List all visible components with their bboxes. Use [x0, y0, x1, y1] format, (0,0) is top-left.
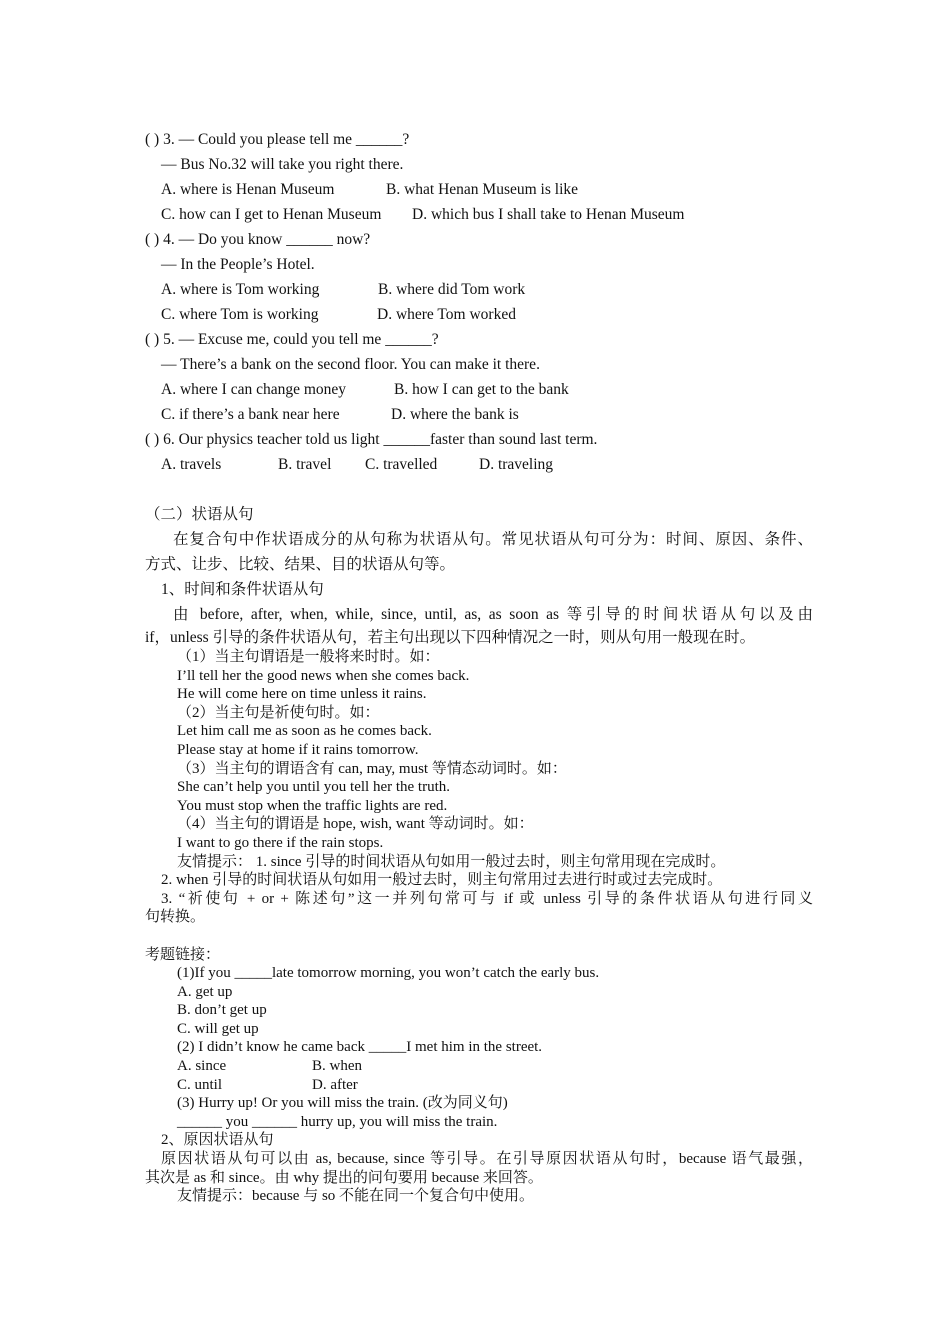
- q6-option-d: D. traveling: [479, 456, 554, 473]
- example-1a: I’ll tell her the good news when she comes back.: [177, 667, 470, 684]
- exam-q2: (2) I didn’t know he came back _____I met him in the street.: [177, 1039, 543, 1056]
- case-4: （4）当主句的谓语是 hope, wish, want 等动词时。如：: [177, 816, 534, 833]
- cases-block: [145, 648, 813, 1206]
- exam-heading: 考题链接：: [145, 946, 221, 963]
- sub1-line-2: if，unless 引导的条件状语从句，若主句出现以下四种情况之一时，则从句用一般现在时。: [145, 629, 756, 646]
- q3-stem: ( ) 3. — Could you please tell me ______?: [145, 131, 410, 148]
- tip-2: 2. when 引导的时间状语从句如用一般过去时，则主句常用过去进行时或过去完成时。: [161, 872, 723, 889]
- tip-1: 友情提示： 1. since 引导的时间状语从句如用一般过去时，则主句常用现在完成时。: [177, 853, 726, 870]
- sub2-tip: 友情提示：because 与 so 不能在同一个复合句中使用。: [177, 1188, 535, 1205]
- q5-options-cd: [145, 402, 685, 427]
- q3-options-cd: [145, 202, 685, 227]
- tip-3-line-2: 句转换。: [145, 909, 206, 926]
- q4-option-c: C. where Tom is working: [161, 306, 319, 323]
- case-2: （2）当主句是祈使句时。如：: [177, 704, 380, 721]
- exam-q1-option-b: B. don’t get up: [177, 1002, 267, 1019]
- q5-options-ab: [145, 377, 685, 402]
- exam-q2-options-ab: A. since B. when: [177, 1058, 362, 1075]
- q6-option-c: C. travelled: [365, 456, 438, 473]
- q5-stem: ( ) 5. — Excuse me, could you tell me ______?: [145, 331, 439, 348]
- example-3a: She can’t help you until you tell her the truth.: [177, 779, 451, 796]
- q4-options-cd: [145, 302, 685, 327]
- exam-q1-option-a: A. get up: [177, 983, 233, 1000]
- example-1b: He will come here on time unless it rains.: [177, 686, 427, 703]
- example-3b: You must stop when the traffic lights are red.: [177, 797, 448, 814]
- q4-option-b: B. where did Tom work: [378, 281, 526, 298]
- exam-q1-option-c: C. will get up: [177, 1020, 259, 1037]
- exam-q3: (3) Hurry up! Or you will miss the train. (改为同义句): [177, 1095, 508, 1112]
- intro-line-1: 在复合句中作状语成分的从句称为状语从句。常见状语从句可分为：时间、原因、条件、: [173, 531, 813, 548]
- sub1-line-1: 由 before, after, when, while, since, until, as, as soon as 等引导的时间状语从句以及由: [173, 606, 813, 623]
- exam-q1: (1)If you _____late tomorrow morning, you won’t catch the early bus.: [177, 965, 600, 982]
- q4-option-d: D. where Tom worked: [377, 306, 516, 323]
- q4-options-ab: [145, 277, 685, 302]
- q3-reply: — Bus No.32 will take you right there.: [161, 156, 404, 173]
- sub1-heading: 1、时间和条件状语从句: [161, 581, 324, 598]
- q5-option-c: C. if there’s a bank near here: [161, 406, 340, 423]
- q3-option-b: B. what Henan Museum is like: [386, 181, 579, 198]
- example-4a: I want to go there if the rain stops.: [177, 834, 384, 851]
- q6-stem: ( ) 6. Our physics teacher told us light ______faster than sound last term.: [145, 431, 598, 448]
- q6-option-b: B. travel: [278, 456, 332, 473]
- exam-q2-options-cd: C. until D. after: [177, 1076, 358, 1093]
- sub2-line-2: 其次是 as 和 since。由 why 提出的问句要用 because 来回答。: [145, 1169, 543, 1186]
- case-1: （1）当主句谓语是一般将来时时。如：: [177, 649, 440, 665]
- q3-option-d: D. which bus I shall take to Henan Museum: [412, 206, 685, 223]
- intro-line-2: 方式、让步、比较、结果、目的状语从句等。: [145, 556, 456, 573]
- example-2a: Let him call me as soon as he comes back.: [177, 723, 432, 740]
- example-2b: Please stay at home if it rains tomorrow.: [177, 741, 419, 758]
- sub2-line-1: 原因状语从句可以由 as, because, since 等引导。在引导原因状语从句时，because 语气最强，: [161, 1151, 813, 1168]
- exam-q3-answer: ______ you ______ hurry up, you will miss the train.: [177, 1113, 498, 1130]
- case-3: （3）当主句的谓语含有 can, may, must 等情态动词时。如：: [177, 760, 567, 777]
- section-adverbial-clauses: [145, 502, 813, 1206]
- q5-option-b: B. how I can get to the bank: [394, 381, 569, 398]
- q5-option-d: D. where the bank is: [391, 406, 519, 423]
- q6-option-a: A. travels: [161, 456, 222, 473]
- q4-stem: ( ) 4. — Do you know ______ now?: [145, 231, 371, 248]
- q4-reply: — In the People’s Hotel.: [161, 256, 315, 273]
- q5-reply: — There’s a bank on the second floor. You can make it there.: [161, 356, 540, 373]
- q3-option-a: A. where is Henan Museum: [161, 181, 335, 198]
- q4-option-a: A. where is Tom working: [161, 281, 320, 298]
- sub2-heading: 2、原因状语从句: [161, 1132, 274, 1149]
- q5-option-a: A. where I can change money: [161, 381, 347, 398]
- section-heading: （二）状语从句: [145, 506, 254, 523]
- q3-option-c: C. how can I get to Henan Museum: [161, 206, 382, 223]
- tip-3-line-1: 3. “祈使句 + or + 陈述句”这一并列句常可与 if 或 unless 引导的条件状语从句进行同义: [161, 890, 813, 907]
- question-block: [145, 127, 685, 477]
- q6-options: [145, 452, 685, 477]
- q3-options-ab: [145, 177, 685, 202]
